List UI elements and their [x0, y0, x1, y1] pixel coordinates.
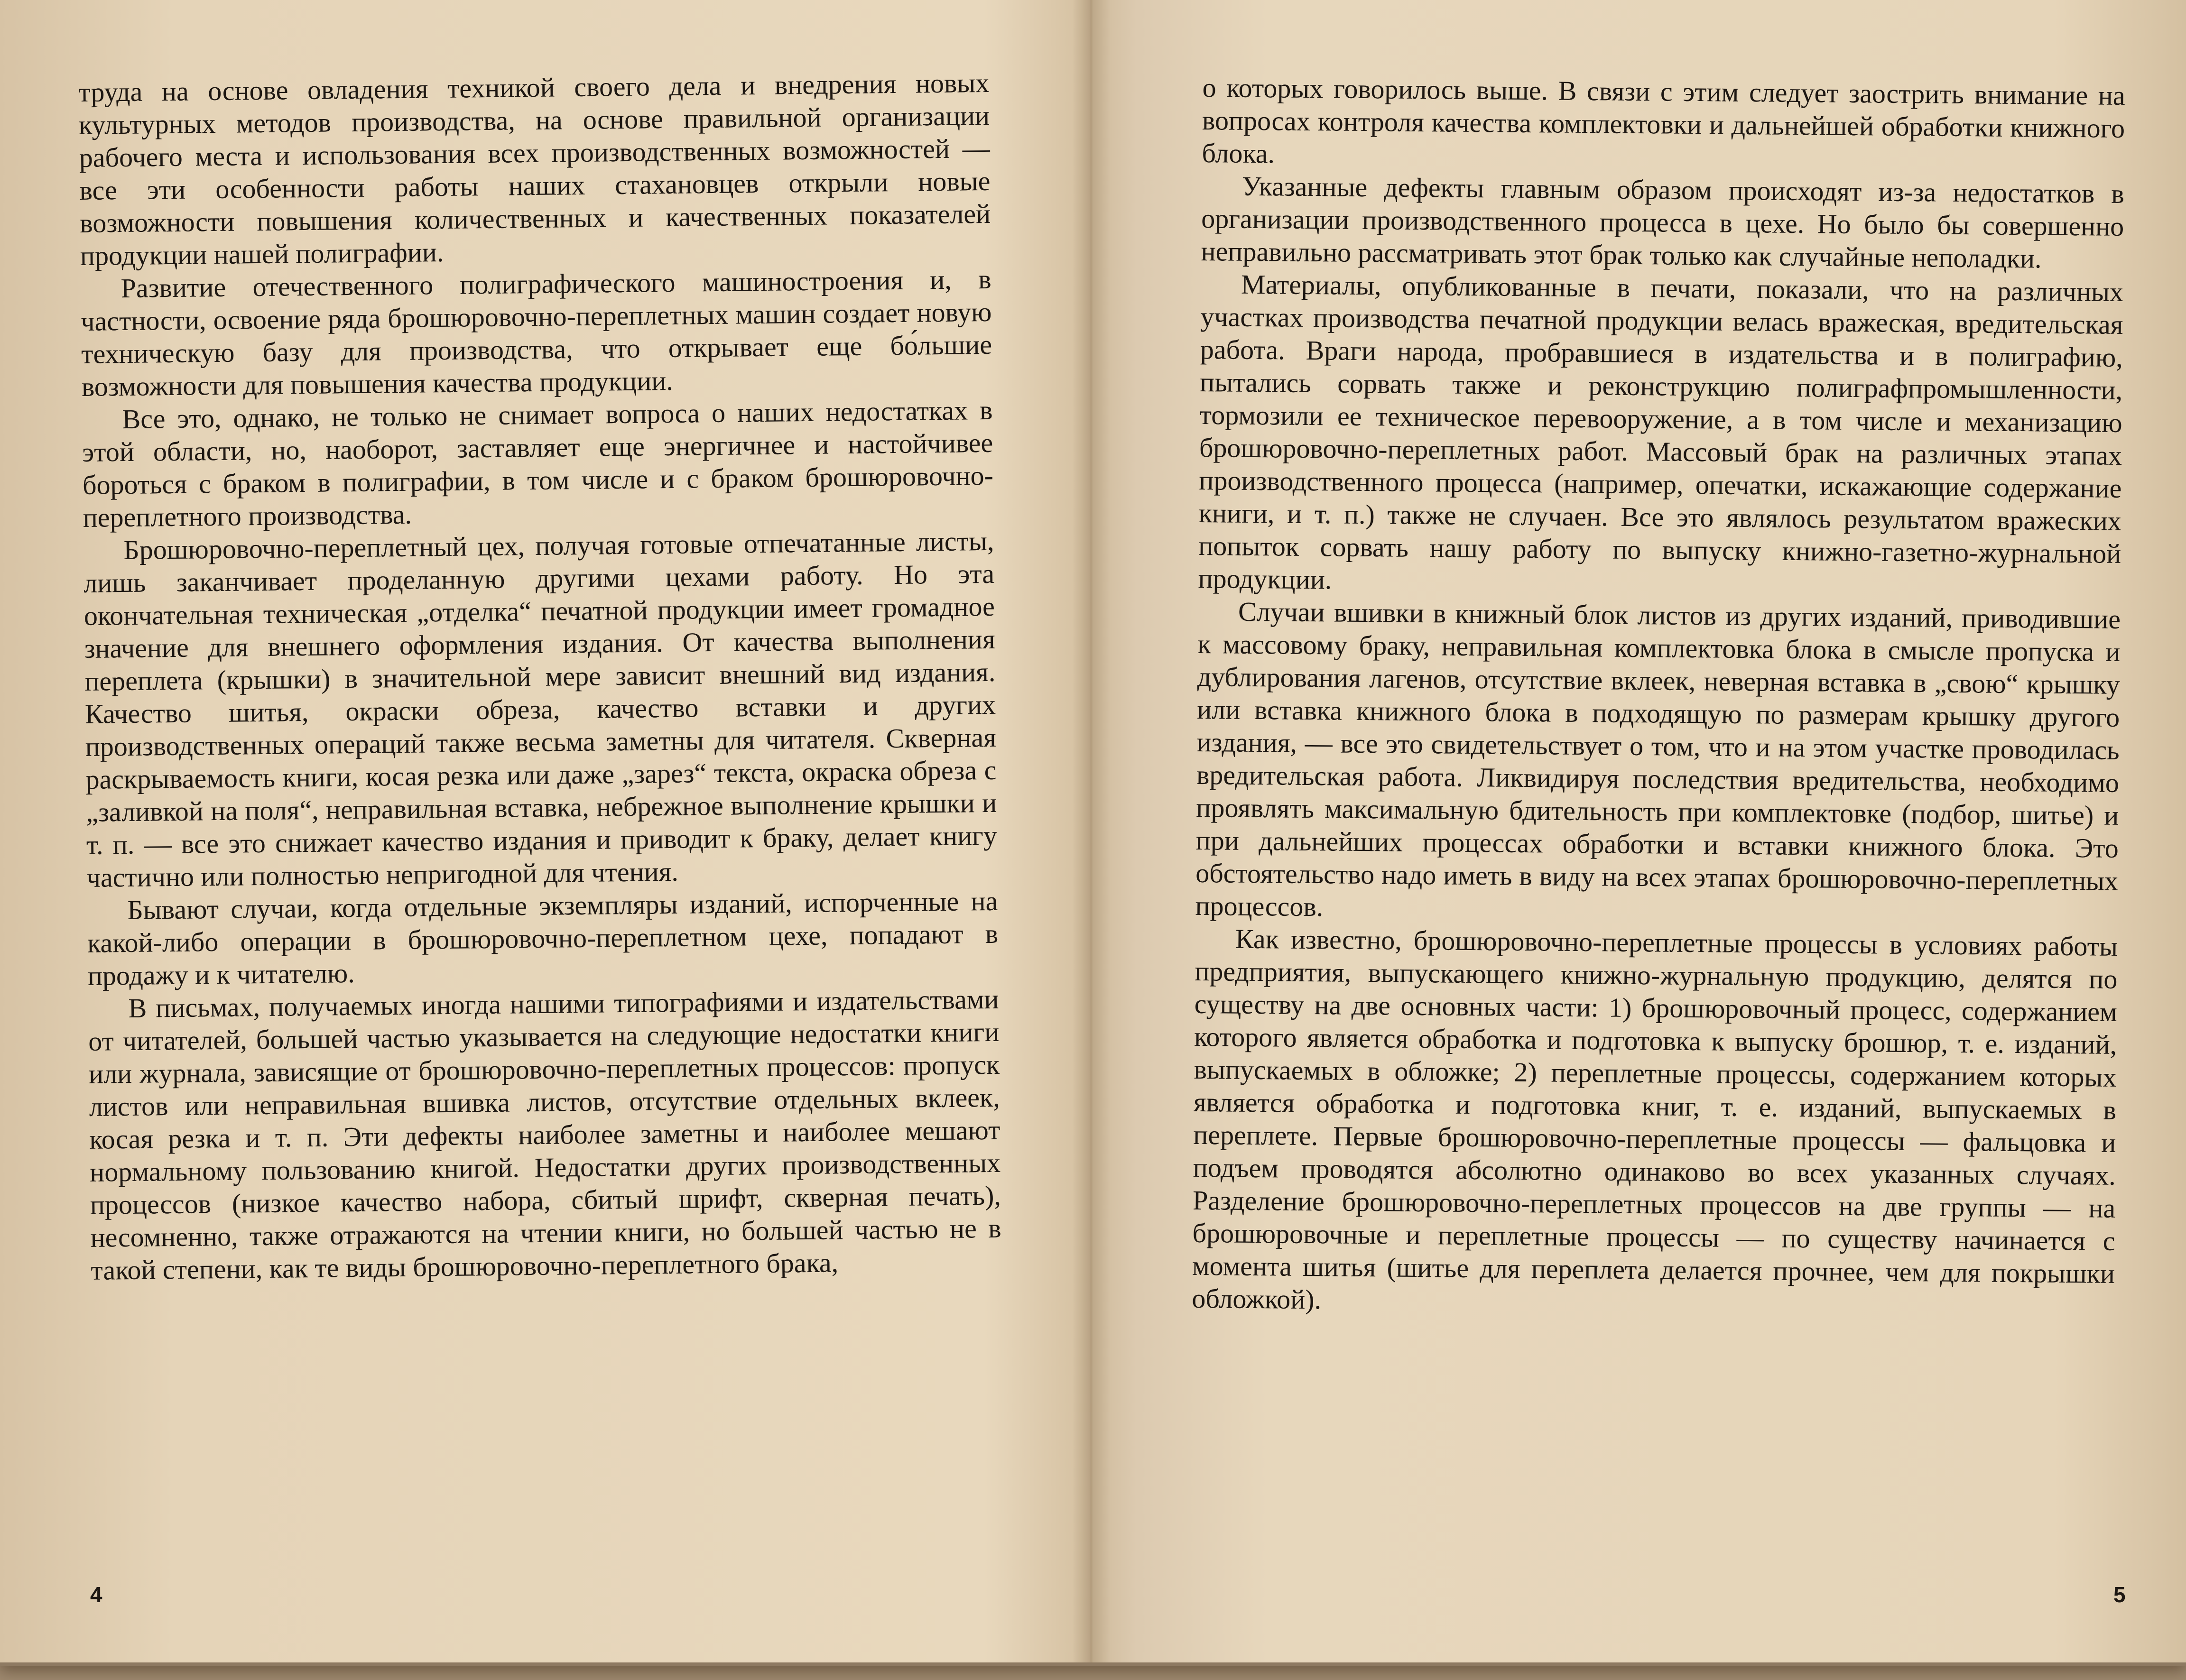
left-paragraph-2: Развитие отечественного полиграфического машиностроения и, в частности, освоение ряда брошюровочно-переплетных машин создает новую техническую базу для производства, что открывает еще бо́льшие возможности для повышения качества продукции.	[81, 263, 992, 402]
left-page-number: 4	[90, 1582, 102, 1607]
right-paragraph-3: Материалы, опубликованные в печати, показали, что на различных участках производства печатной продукции велась вражеская, вредительская работа. Враги народа, пробравшиеся в издательства и в полиграфию, пытались сорвать также и реконструкцию полиграфпромышленности, тормозили ее техническое перевооружение, а в том числе и механизацию брошюровочно-переплетных работ. Массовый брак на различных этапах производственного процесса (например, опечатки, искажающие содержание книги, и т. п.) также не случаен. Все это являлось результатом вражеских попыток сорвать нашу работу по выпуску книжно-газетно-журнальной продукции.	[1198, 268, 2124, 595]
left-page-text	[78, 66, 1002, 1287]
left-paragraph-5: Бывают случаи, когда отдельные экземпляры изданий, испорченные на какой-либо операции в брошюровочно-переплетном цехе, попадают в продажу и к читателю.	[87, 885, 999, 991]
right-paragraph-4: Случаи вшивки в книжный блок листов из других изданий, приводившие к массовому браку, неправильная комплектовка блока в смысле пропуска и дублирования лагенов, отсутствие вклеек, неверная вставка в „свою“ крышку или вставка книжного блока в подходящую по размерам крышку другого издания, — все это свидетельствует о том, что и на этом участке проводилась вредительская работа. Ликвидируя последствия вредительства, необходимо проявлять максимальную бдительность при комплектовке (подбор, шитье) и при дальнейших процессах обработки и вставки книжного блока. Это обстоятельство надо иметь в виду на всех этапах брошюровочно-переплетных процессов.	[1195, 596, 2121, 923]
right-paragraph-1: о которых говорилось выше. В связи с этим следует заострить внимание на вопросах контроля качества комплектовки и дальнейшей обработки книжного блока.	[1202, 72, 2125, 169]
left-paragraph-1: труда на основе овладения техникой своего дела и внедрения новых культурных методов производства, на основе правильной организации рабочего места и использования всех производственных возможностей — все эти особенности работы наших стахановцев открыли новые возможности повышения количественных и качественных показателей продукции нашей полиграфии.	[78, 67, 991, 271]
right-page-text	[1192, 71, 2125, 1323]
right-page-number: 5	[2113, 1582, 2126, 1607]
right-paragraph-5: Как известно, брошюровочно-переплетные процессы в условиях работы предприятия, выпускающего книжно-журнальную продукцию, делятся по существу на две основных части: 1) брошюровочный процесс, содержанием которого является обработка и подготовка к выпуску брошюр, т. е. изданий, выпускаемых в обложке; 2) переплетные процессы, содержанием которых является обработка и подготовка книг, т. е. изданий, выпускаемых в переплете. Первые брошюровочно-переплетные процессы — фальцовка и подъем проводятся абсолютно одинаково во всех указанных случаях. Разделение брошюровочно-переплетных процессов на две группы — на брошюровочные и переплетные процессы — по существу начинается с момента шитья (шитье для переплета делается прочнее, чем для покрышки обложкой).	[1192, 923, 2118, 1315]
right-paragraph-2: Указанные дефекты главным образом происходят из-за недостатков в организации производственного процесса в цехе. Но было бы совершенно неправильно рассматривать этот брак только как случайные неполадки.	[1201, 170, 2125, 274]
left-paragraph-4: Брошюровочно-переплетный цех, получая готовые отпечатанные листы, лишь заканчивает проделанную другими цехами работу. Но эта окончательная техническая „отделка“ печатной продукции имеет громадное значение для внешнего оформления издания. От качества выполнения переплета (крышки) в значительной мере зависит внешний вид издания. Качество шитья, окраски обреза, качество вставки и других производственных операций также весьма заметны для читателя. Скверная раскрываемость книги, косая резка или даже „зарез“ текста, окраска обреза с „заливкой на поля“, неправильная вставка, небрежное выполнение крышки и т. п. — все это снижает качество издания и приводит к браку, делает книгу частично или полностью непригодной для чтения.	[83, 525, 998, 893]
left-paragraph-3: Все это, однако, не только не снимает вопроса о наших недостатках в этой области, но, наоборот, заставляет еще энергичнее и настойчивее бороться с браком в полиграфии, в том числе и с браком брошюровочно-переплетного производства.	[82, 394, 994, 533]
left-paragraph-6: В письмах, получаемых иногда нашими типографиями и издательствами от читателей, большей частью указывается на следующие недостатки книги или журнала, зависящие от брошюровочно-переплетных процессов: пропуск листов или неправильная вшивка листов, отсутствие отдельных вклеек, косая резка и т. п. Эти дефекты наиболее заметны и наиболее мешают нормальному пользованию книгой. Недостатки других производственных процессов (низкое качество набора, сбитый шрифт, скверная печать), несомненно, также отражаются на чтении книги, но большей частью не в такой степени, как те виды брошюровочно-переплетного брака,	[88, 983, 1001, 1286]
right-page	[1110, 0, 2182, 1662]
book-gutter	[1072, 0, 1110, 1662]
left-page	[0, 0, 1072, 1662]
